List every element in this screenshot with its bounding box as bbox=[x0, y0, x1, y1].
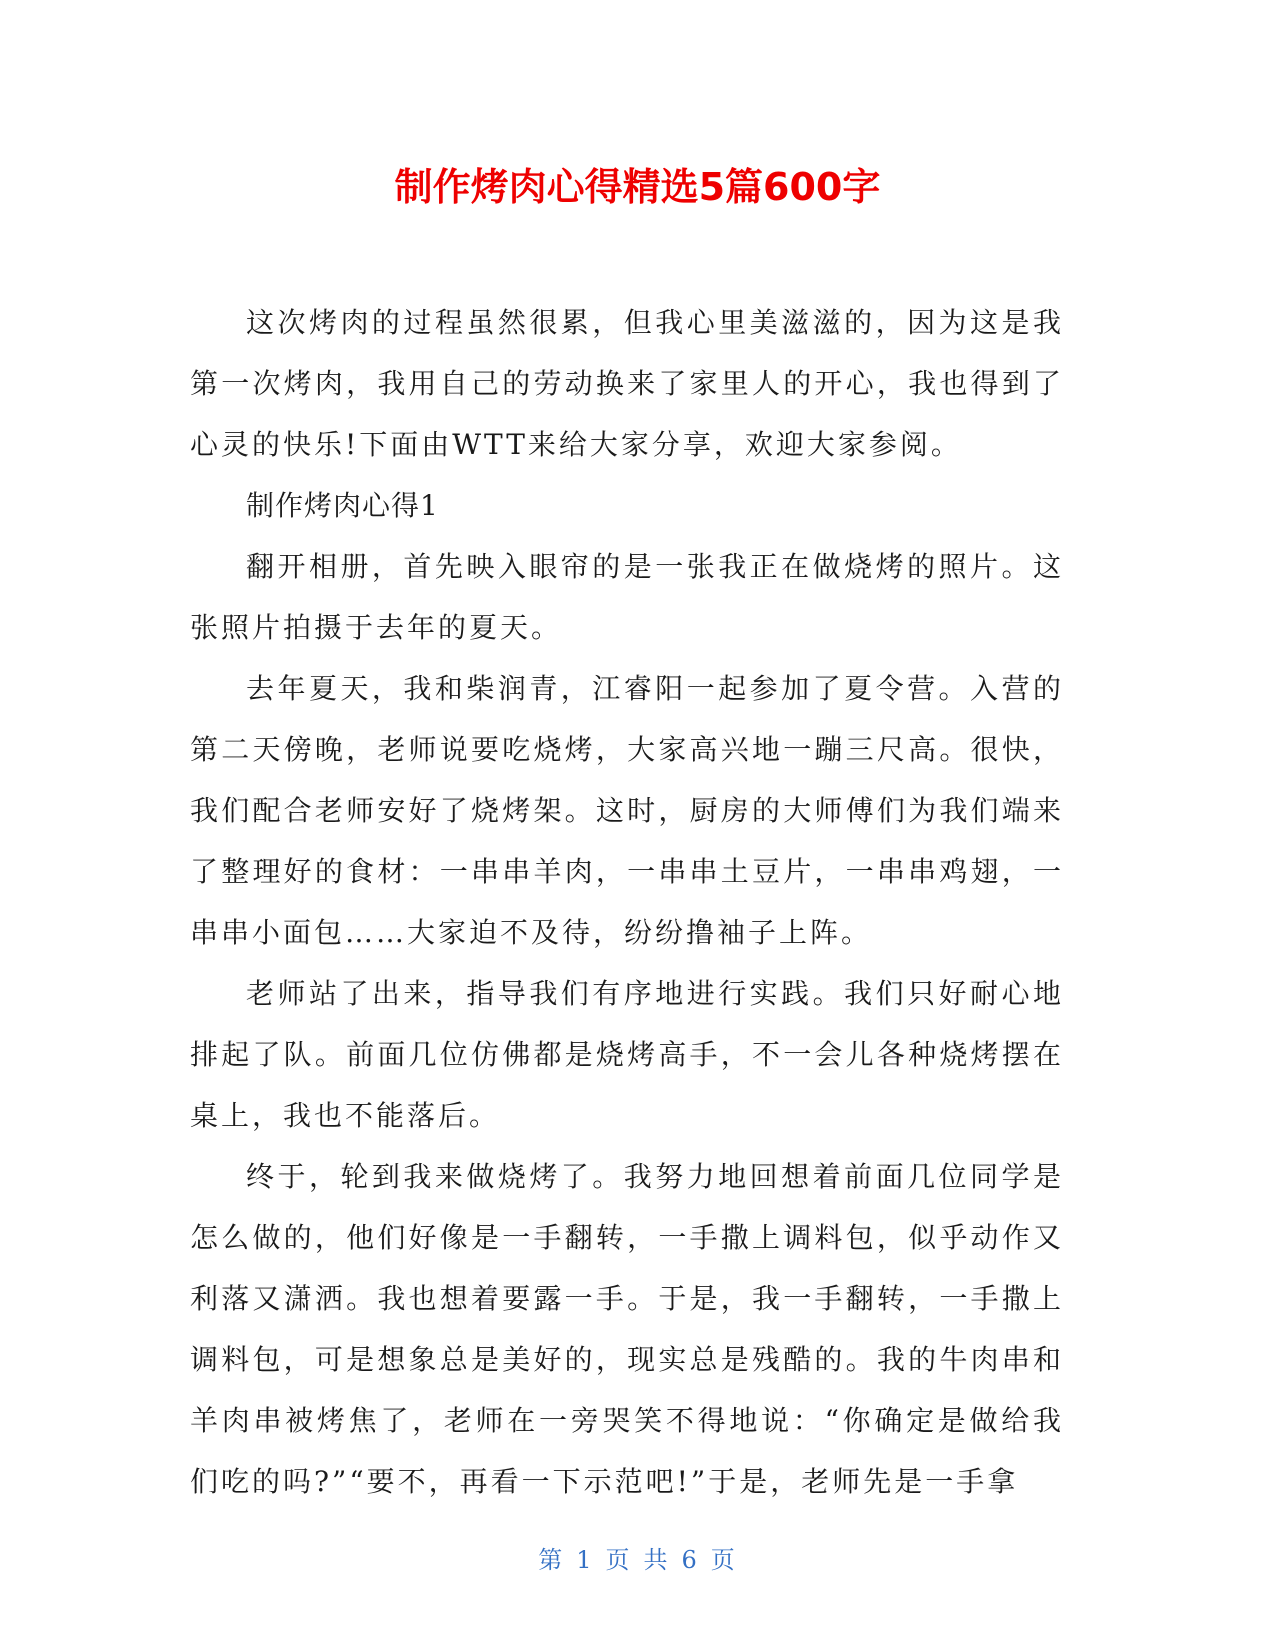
total-label: 共 bbox=[643, 1546, 670, 1574]
body-paragraph: 去年夏天，我和柴润青，江睿阳一起参加了夏令营。入营的第二天傍晚，老师说要吃烧烤，大家高兴地一蹦三尺高。很快，我们配合老师安好了烧烤架。这时，厨房的大师傅们为我们端来了整理好的食材：一串串羊肉，一串串土豆片，一串串鸡翅，一串串小面包……大家迫不及待，纷纷撸袖子上阵。 bbox=[190, 672, 1064, 949]
document-title: 制作烤肉心得精选5篇600字 bbox=[394, 165, 881, 209]
page-label: 第 bbox=[538, 1546, 565, 1574]
intro-paragraph: 这次烤肉的过程虽然很累，但我心里美滋滋的，因为这是我第一次烤肉，我用自己的劳动换来了家里人的开心，我也得到了心灵的快乐!下面由WTT来给大家分享，欢迎大家参阅。 bbox=[190, 306, 1064, 461]
total-pages: 6 bbox=[681, 1546, 699, 1574]
total-unit: 页 bbox=[710, 1546, 737, 1574]
document-body bbox=[190, 292, 1064, 1512]
body-paragraph: 老师站了出来，指导我们有序地进行实践。我们只好耐心地排起了队。前面几位仿佛都是烧烤高手，不一会儿各种烧烤摆在桌上，我也不能落后。 bbox=[190, 977, 1064, 1132]
section-heading: 制作烤肉心得1 bbox=[246, 489, 439, 522]
page-footer bbox=[0, 1545, 1275, 1575]
body-paragraph: 翻开相册，首先映入眼帘的是一张我正在做烧烤的照片。这张照片拍摄于去年的夏天。 bbox=[190, 550, 1064, 644]
page-number: 1 bbox=[576, 1546, 594, 1574]
body-paragraph: 终于，轮到我来做烧烤了。我努力地回想着前面几位同学是怎么做的，他们好像是一手翻转，一手撒上调料包，似乎动作又利落又潇洒。我也想着要露一手。于是，我一手翻转，一手撒上调料包，可是想象总是美好的，现实总是残酷的。我的牛肉串和羊肉串被烤焦了，老师在一旁哭笑不得地说：“你确定是做给我们吃的吗?”“要不，再看一下示范吧!”于是，老师先是一手拿 bbox=[190, 1160, 1064, 1498]
page-unit: 页 bbox=[605, 1546, 632, 1574]
